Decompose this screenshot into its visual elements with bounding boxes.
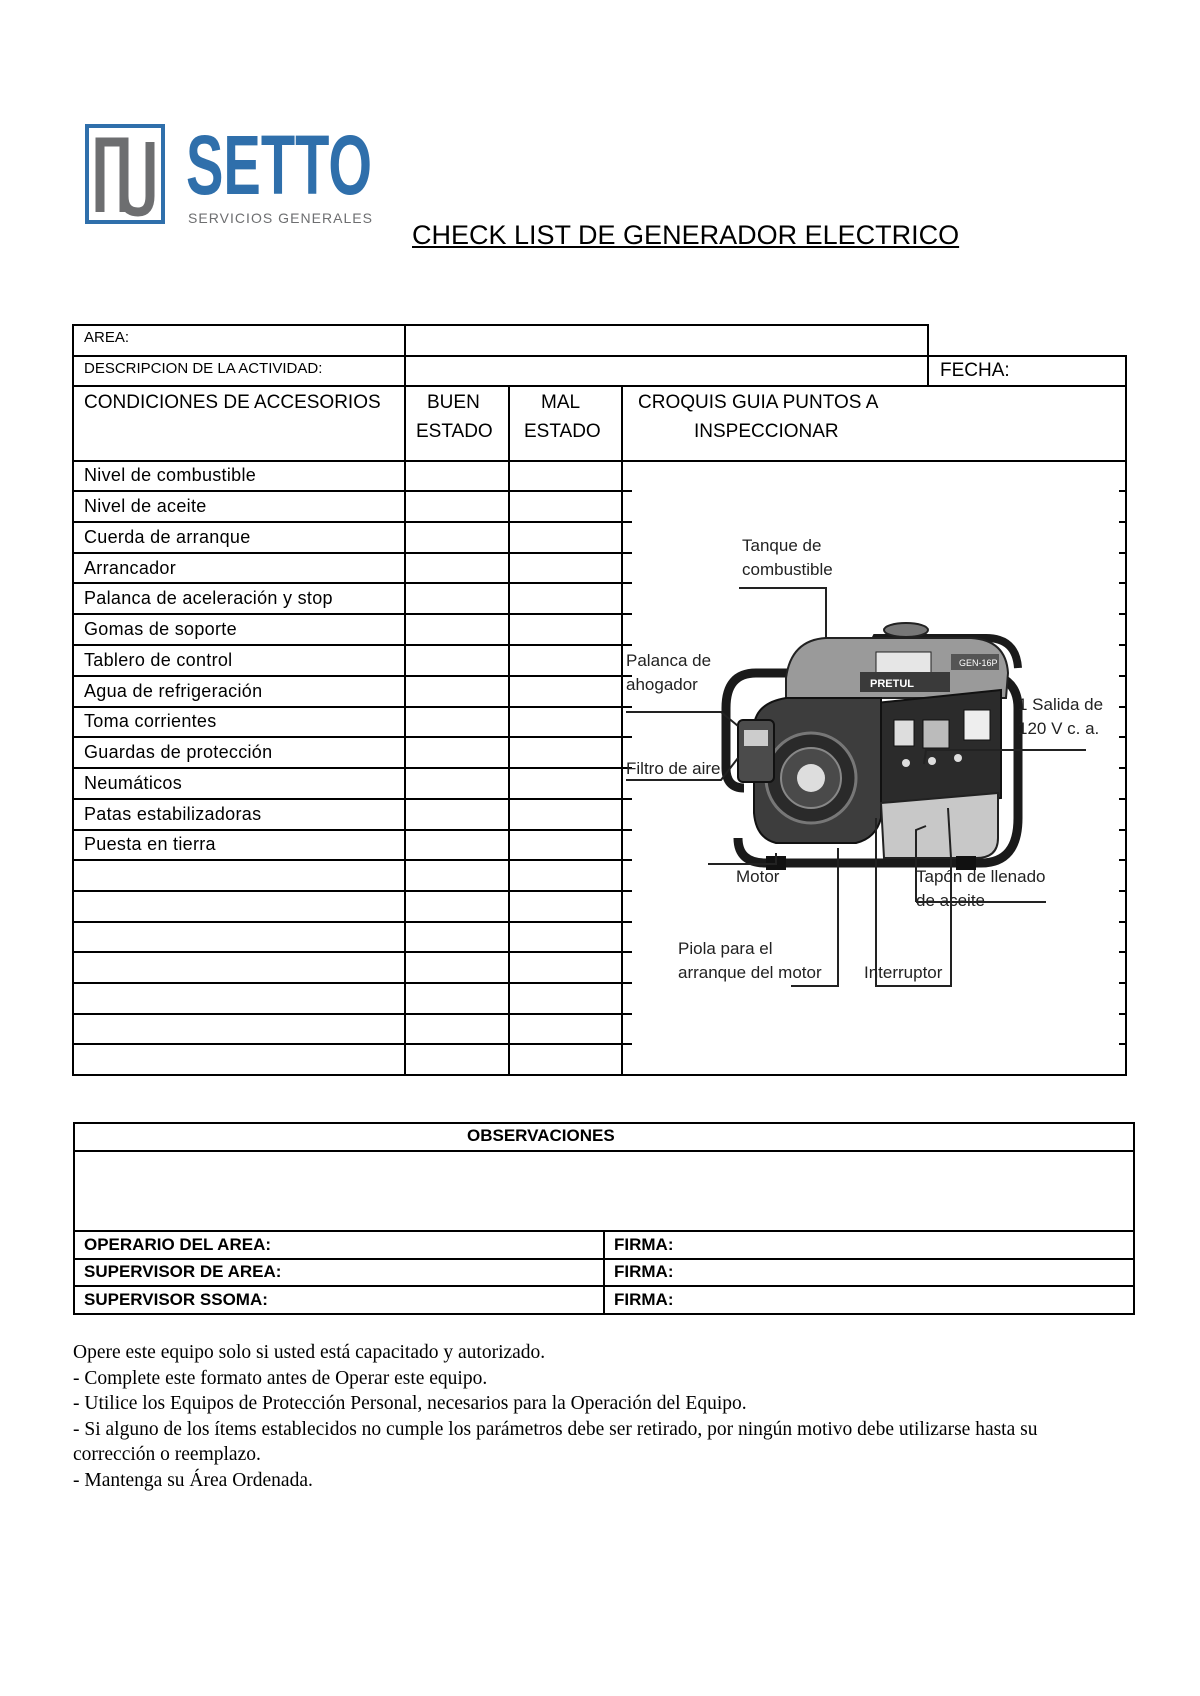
list-item: Patas estabilizadoras (84, 804, 262, 824)
actividad-field[interactable] (408, 357, 924, 384)
list-item: Palanca de aceleración y stop (84, 588, 333, 608)
col-croquis-2: INSPECCIONAR (694, 421, 839, 442)
instruction-line: Opere este equipo solo si usted está capacitado y autorizado. (73, 1342, 546, 1363)
list-item: Cuerda de arranque (84, 527, 251, 547)
supervisor-ssoma-label: SUPERVISOR SSOMA: (84, 1290, 268, 1309)
label-motor: Motor (736, 867, 780, 886)
list-item: Guardas de protección (84, 742, 273, 762)
label-tanque-1: Tanque de (742, 536, 822, 555)
label-tapon-1: Tapón de llenado (916, 867, 1046, 886)
firma-supervisor-area-label: FIRMA: (614, 1262, 674, 1281)
col-condiciones: CONDICIONES DE ACCESORIOS (84, 392, 381, 413)
label-palanca-1: Palanca de (626, 651, 712, 670)
label-interruptor: Interruptor (864, 963, 943, 982)
area-field[interactable] (408, 326, 924, 354)
list-item: Puesta en tierra (84, 834, 216, 854)
document-title: CHECK LIST DE GENERADOR ELECTRICO (412, 220, 960, 250)
supervisor-area-label: SUPERVISOR DE AREA: (84, 1262, 282, 1281)
label-piola-2: arranque del motor (678, 963, 822, 982)
logo-brand: SETTO (186, 118, 372, 212)
observaciones-title: OBSERVACIONES (467, 1126, 615, 1145)
col-mal-2: ESTADO (524, 421, 601, 442)
firma-operario-label: FIRMA: (614, 1235, 674, 1254)
logo-tagline: SERVICIOS GENERALES (188, 210, 372, 226)
label-salida-1: 1 Salida de (1018, 695, 1104, 714)
instructions (73, 1340, 1113, 1494)
area-label: AREA: (84, 329, 130, 346)
company-logo (84, 118, 384, 232)
label-tapon-2: de aceite (916, 891, 985, 910)
list-item: Arrancador (84, 558, 177, 578)
list-item: Nivel de combustible (84, 465, 257, 485)
list-item: Neumáticos (84, 773, 183, 793)
instruction-line: - Utilice los Equipos de Protección Personal, necesarios para la Operación del Equipo. (73, 1393, 747, 1415)
col-croquis-1: CROQUIS GUIA PUNTOS A (638, 392, 879, 413)
label-tanque-2: combustible (742, 560, 833, 579)
operario-label: OPERARIO DEL AREA: (84, 1235, 272, 1254)
list-item: Nivel de aceite (84, 496, 207, 516)
observaciones-field[interactable] (78, 1153, 1130, 1228)
col-buen-1: BUEN (427, 392, 480, 413)
list-item: Gomas de soporte (84, 619, 237, 639)
actividad-label: DESCRIPCION DE LA ACTIVIDAD: (84, 360, 323, 377)
label-palanca-2: ahogador (626, 675, 698, 694)
label-salida-2: 120 V c. a. (1018, 719, 1100, 738)
instruction-line: - Complete este formato antes de Operar este equipo. (73, 1367, 488, 1389)
col-mal-1: MAL (541, 392, 581, 413)
list-item: Toma corrientes (84, 711, 217, 731)
firma-supervisor-ssoma-label: FIRMA: (614, 1290, 674, 1309)
col-buen-2: ESTADO (416, 421, 493, 442)
brand-plate: PRETUL (870, 678, 914, 690)
label-filtro: Filtro de aire (626, 759, 721, 778)
list-item: Agua de refrigeración (84, 681, 263, 701)
instruction-line: - Mantenga su Área Ordenada. (73, 1469, 313, 1491)
generator-diagram (626, 458, 1126, 1080)
label-piola-1: Piola para el (678, 939, 773, 958)
generator-illustration (726, 623, 1018, 870)
model-plate: GEN-16P (959, 658, 998, 668)
instruction-line: - Si alguno de los ítems establecidos no cumple los parámetros debe ser retirado, por ningún motivo debe utilizarse hasta su corrección o reemplazo. (73, 1418, 1038, 1466)
fecha-label: FECHA: (940, 360, 1010, 381)
list-item: Tablero de control (84, 650, 233, 670)
